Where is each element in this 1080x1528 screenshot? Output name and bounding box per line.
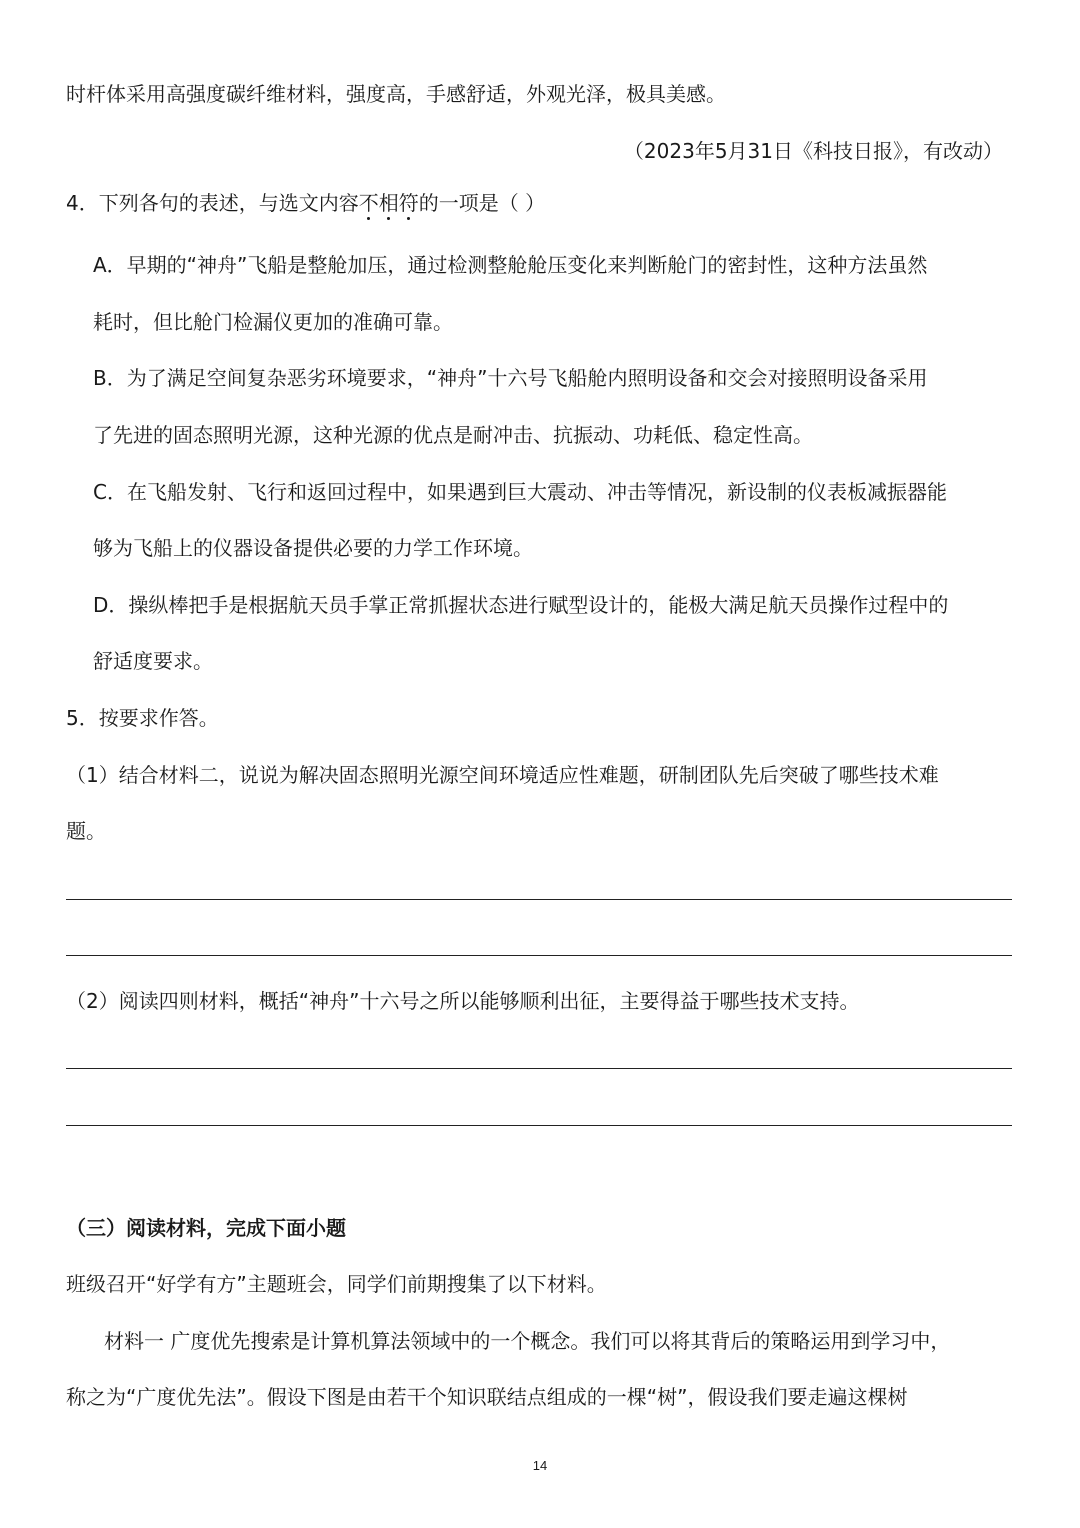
q4-option-c-line1: C．在飞船发射、飞行和返回过程中，如果遇到巨大震动、冲击等情况，新设制的仪表板减振器能 <box>93 480 947 504</box>
source-citation: （2023年5月31日《科技日报》，有改动） <box>623 139 1003 163</box>
q4-stem-end: 的一项是（ ） <box>418 191 546 215</box>
section-heading: （三）阅读材料，完成下面小题 <box>66 1216 346 1240</box>
answer-line[interactable] <box>66 1068 1012 1069</box>
material1-line2: 称之为“广度优先法”。假设下图是由若干个知识联结点组成的一棵“树”，假设我们要走遍这棵树 <box>66 1385 908 1409</box>
q5-sub1-line2: 题。 <box>66 819 106 843</box>
answer-line[interactable] <box>66 899 1012 900</box>
answer-line[interactable] <box>66 955 1012 956</box>
q5-stem: 5．按要求作答。 <box>66 706 219 730</box>
page-number: 14 <box>532 1458 548 1473</box>
q4-option-b-line1: B．为了满足空间复杂恶劣环境要求，“神舟”十六号飞船舱内照明设备和交会对接照明设备采用 <box>93 366 928 390</box>
q4-option-c-line2: 够为飞船上的仪器设备提供必要的力学工作环境。 <box>93 536 533 560</box>
q4-option-a-line1: A．早期的“神舟”飞船是整舱加压，通过检测整舱舱压变化来判断舱门的密封性，这种方法虽然 <box>93 253 928 277</box>
q5-sub2: （2）阅读四则材料，概括“神舟”十六号之所以能够顺利出征，主要得益于哪些技术支持。 <box>66 989 860 1013</box>
q5-sub1-line1: （1）结合材料二，说说为解决固态照明光源空间环境适应性难题，研制团队先后突破了哪些技术难 <box>66 763 939 787</box>
q4-option-b-line2: 了先进的固态照明光源，这种光源的优点是耐冲击、抗振动、功耗低、稳定性高。 <box>93 423 813 447</box>
q4-option-d-line1: D．操纵棒把手是根据航天员手掌正常抓握状态进行赋型设计的，能极大满足航天员操作过程中的 <box>93 593 949 617</box>
passage-tail-line: 时杆体采用高强度碳纤维材料，强度高，手感舒适，外观光泽，极具美感。 <box>66 82 726 106</box>
q4-option-d-line2: 舒适度要求。 <box>93 649 213 673</box>
q4-stem-start: 4．下列各句的表述，与选文内容 <box>66 191 359 215</box>
material1-line1: 材料一 广度优先搜索是计算机算法领域中的一个概念。我们可以将其背后的策略运用到学习中， <box>104 1329 951 1353</box>
answer-line[interactable] <box>66 1125 1012 1126</box>
emphasis-char: 相 <box>378 191 399 215</box>
section-intro: 班级召开“好学有方”主题班会，同学们前期搜集了以下材料。 <box>66 1272 607 1296</box>
q4-option-a-line2: 耗时，但比舱门检漏仪更加的准确可靠。 <box>93 310 453 334</box>
emphasis-char: 符 <box>398 191 419 215</box>
q4-stem <box>66 189 545 217</box>
emphasis-char: 不 <box>358 191 379 215</box>
